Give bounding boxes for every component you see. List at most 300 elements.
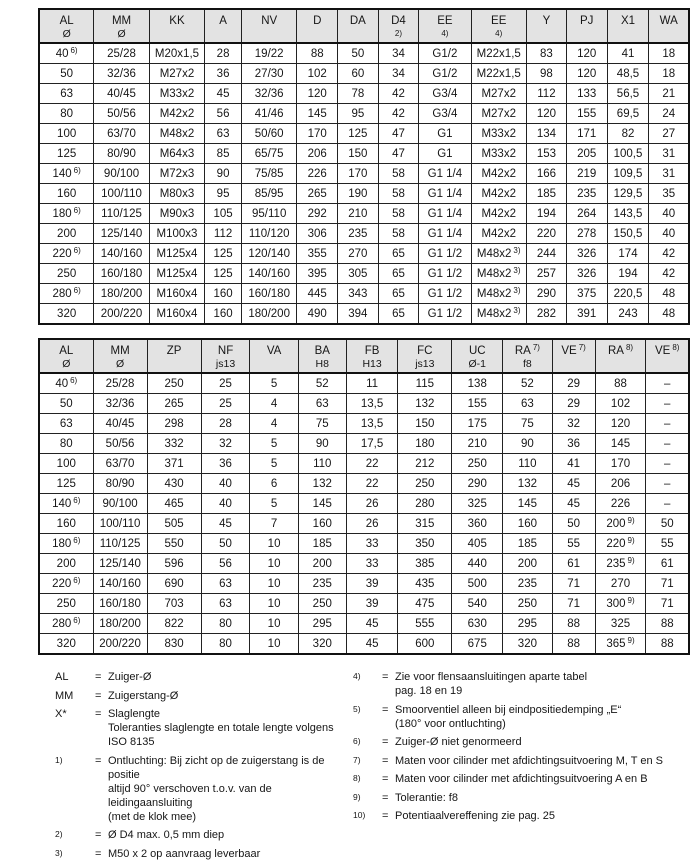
table1-header-row bbox=[39, 9, 689, 43]
table2-cell: 226 bbox=[595, 494, 646, 514]
table1-cell: 120/140 bbox=[241, 244, 296, 264]
table1-cell: M33x2 bbox=[149, 84, 204, 104]
table1-cell: 100/110 bbox=[94, 184, 149, 204]
table2-cell: 200 $^{9)}$ bbox=[595, 514, 646, 534]
table2-cell: 200/220 bbox=[93, 634, 147, 655]
table2-cell: 300 $^{9)}$ bbox=[595, 594, 646, 614]
table1-cell: 50 bbox=[39, 64, 94, 84]
table1-cell: G1 1/2 bbox=[419, 244, 471, 264]
table2-cell: 88 bbox=[552, 614, 595, 634]
footnote-text-line: Ø D4 max. 0,5 mm diep bbox=[108, 829, 225, 841]
table2-cell: 320 bbox=[298, 634, 346, 655]
table1-col-d: D bbox=[297, 9, 338, 43]
footnote-text bbox=[108, 754, 353, 824]
table1-cell: 445 bbox=[297, 284, 338, 304]
footnote-equals: = bbox=[382, 754, 389, 767]
table1-cell: 112 bbox=[205, 224, 242, 244]
table1-cell: 282 bbox=[526, 304, 566, 325]
footnote-label: 4) bbox=[353, 671, 361, 681]
table1-cell: 194 bbox=[607, 264, 649, 284]
table1-col-d4: D4 2) bbox=[378, 9, 419, 43]
table2-cell: 39 bbox=[346, 574, 397, 594]
table1-cell: 235 bbox=[566, 184, 607, 204]
table1-row bbox=[39, 104, 689, 124]
table2-cell: 71 bbox=[552, 574, 595, 594]
table1-row bbox=[39, 224, 689, 244]
table2-cell: 22 bbox=[346, 454, 397, 474]
table2-cell: 140 $^{6)}$ bbox=[39, 494, 93, 514]
table1-cell: M100x3 bbox=[149, 224, 204, 244]
table2-cell: 145 bbox=[503, 494, 552, 514]
table2-cell: 71 bbox=[646, 574, 689, 594]
table1-col-y: Y bbox=[526, 9, 566, 43]
table1-cell: 129,5 bbox=[607, 184, 649, 204]
table2-cell: 185 bbox=[298, 534, 346, 554]
table2-cell: 430 bbox=[147, 474, 201, 494]
table1-cell: M27x2 bbox=[471, 84, 526, 104]
table1-cell: 305 bbox=[338, 264, 379, 284]
table2-cell: 138 bbox=[452, 373, 503, 394]
table1-cell: M160x4 bbox=[149, 304, 204, 325]
table2-cell: 5 bbox=[250, 434, 298, 454]
table1-cell: 290 bbox=[526, 284, 566, 304]
footnote-label: 6) bbox=[353, 736, 361, 746]
table1-cell: 50/56 bbox=[94, 104, 149, 124]
table2-cell: 40 bbox=[201, 494, 250, 514]
table1-cell: 95 bbox=[205, 184, 242, 204]
table1-cell: M42x2 bbox=[471, 184, 526, 204]
table2-cell: 63 bbox=[39, 414, 93, 434]
table1-cell: 18 bbox=[649, 43, 689, 64]
table2-cell: 41 bbox=[552, 454, 595, 474]
table2-cell: 250 bbox=[39, 594, 93, 614]
table1-cell: 250 bbox=[39, 264, 94, 284]
table2-cell: 45 bbox=[552, 494, 595, 514]
table1-cell: 34 bbox=[378, 43, 419, 64]
table1-cell: 145 bbox=[297, 104, 338, 124]
footnote-label: AL bbox=[55, 671, 69, 683]
table1-cell: 100,5 bbox=[607, 144, 649, 164]
table2-cell: 32 bbox=[552, 414, 595, 434]
table1-cell: 27 bbox=[649, 124, 689, 144]
table2-cell: 235 bbox=[298, 574, 346, 594]
table2-cell: 132 bbox=[298, 474, 346, 494]
table1-cell: 83 bbox=[526, 43, 566, 64]
table2-cell: 33 bbox=[346, 534, 397, 554]
table2-cell: 115 bbox=[398, 373, 452, 394]
table2-cell: 61 bbox=[646, 554, 689, 574]
table2-col-ba: BA H8 bbox=[298, 339, 346, 373]
table2-cell: 102 bbox=[595, 394, 646, 414]
mounting-table-2-wrap bbox=[38, 338, 690, 655]
table1-cell: 75/85 bbox=[241, 164, 296, 184]
table1-cell: 270 bbox=[338, 244, 379, 264]
table1-cell: 90/100 bbox=[94, 164, 149, 184]
table1-cell: 140 $^{6)}$ bbox=[39, 164, 94, 184]
table2-cell: 71 bbox=[646, 594, 689, 614]
table1-cell: 194 bbox=[526, 204, 566, 224]
table2-cell: 40 $^{6)}$ bbox=[39, 373, 93, 394]
table2-cell: 505 bbox=[147, 514, 201, 534]
table2-cell: 325 bbox=[595, 614, 646, 634]
table2-row bbox=[39, 614, 689, 634]
table2-cell: 465 bbox=[147, 494, 201, 514]
table1-cell: 220 bbox=[526, 224, 566, 244]
table2-cell: – bbox=[646, 454, 689, 474]
footnote-equals: = bbox=[95, 829, 102, 841]
table1-cell: 42 bbox=[649, 244, 689, 264]
table2-cell: 63 bbox=[503, 394, 552, 414]
table1-cell: 171 bbox=[566, 124, 607, 144]
table2-cell: 180/200 bbox=[93, 614, 147, 634]
table1-cell: 120 bbox=[526, 104, 566, 124]
table1-row bbox=[39, 164, 689, 184]
footnote-text-line: Maten voor cilinder met afdichtingsuitvoering M, T en S bbox=[395, 754, 664, 767]
table2-cell: 80/90 bbox=[93, 474, 147, 494]
table1-cell: G1 1/4 bbox=[419, 204, 471, 224]
table1-cell: 170 bbox=[297, 124, 338, 144]
table2-cell: 596 bbox=[147, 554, 201, 574]
table2-cell: 150 bbox=[398, 414, 452, 434]
table2-cell: 320 bbox=[39, 634, 93, 655]
table1-cell: 125 bbox=[338, 124, 379, 144]
footnote-text-line: Potentiaalvereffening zie pag. 25 bbox=[395, 810, 556, 822]
footnote-text bbox=[108, 828, 353, 842]
table1-cell: 125/140 bbox=[94, 224, 149, 244]
table2-cell: 25/28 bbox=[93, 373, 147, 394]
table1-row bbox=[39, 124, 689, 144]
mounting-table-2-body bbox=[39, 373, 689, 654]
table1-cell: 41/46 bbox=[241, 104, 296, 124]
table1-cell: 490 bbox=[297, 304, 338, 325]
footnote-item bbox=[353, 703, 690, 731]
table1-cell: 58 bbox=[378, 164, 419, 184]
table1-cell: 48,5 bbox=[607, 64, 649, 84]
table2-cell: 100/110 bbox=[93, 514, 147, 534]
table1-cell: 80 bbox=[39, 104, 94, 124]
footnote-text bbox=[395, 670, 690, 698]
table1-cell: 32/36 bbox=[241, 84, 296, 104]
table1-cell: 24 bbox=[649, 104, 689, 124]
table1-cell: 109,5 bbox=[607, 164, 649, 184]
table1-cell: 150 bbox=[338, 144, 379, 164]
footnote-item bbox=[353, 670, 690, 698]
table1-cell: G1 1/2 bbox=[419, 304, 471, 325]
table1-cell: M27x2 bbox=[471, 104, 526, 124]
table1-cell: 244 bbox=[526, 244, 566, 264]
table2-cell: 822 bbox=[147, 614, 201, 634]
table1-cell: 206 bbox=[297, 144, 338, 164]
table1-cell: 306 bbox=[297, 224, 338, 244]
table2-cell: 50 bbox=[39, 394, 93, 414]
footnote-item bbox=[55, 689, 353, 703]
table2-cell: 132 bbox=[398, 394, 452, 414]
table2-cell: 185 bbox=[503, 534, 552, 554]
table2-cell: 320 bbox=[503, 634, 552, 655]
table1-cell: 31 bbox=[649, 164, 689, 184]
footnote-text-line: (180° voor ontluchting) bbox=[395, 717, 506, 730]
table1-cell: 95/110 bbox=[241, 204, 296, 224]
table2-cell: 55 bbox=[646, 534, 689, 554]
table1-cell: 63/70 bbox=[94, 124, 149, 144]
table1-cell: M22x1,5 bbox=[471, 64, 526, 84]
table2-cell: 50 bbox=[552, 514, 595, 534]
table1-cell: 125 bbox=[205, 264, 242, 284]
table1-col-al: AL Ø bbox=[39, 9, 94, 43]
table2-cell: 5 bbox=[250, 373, 298, 394]
table1-cell: 98 bbox=[526, 64, 566, 84]
table1-col-wa: WA bbox=[649, 9, 689, 43]
table1-cell: 58 bbox=[378, 204, 419, 224]
table2-cell: 90 bbox=[503, 434, 552, 454]
table1-cell: G1 1/2 bbox=[419, 284, 471, 304]
footnote-label: X* bbox=[55, 708, 67, 720]
table1-cell: 343 bbox=[338, 284, 379, 304]
table1-cell: 90 bbox=[205, 164, 242, 184]
footnotes bbox=[38, 670, 690, 865]
table1-cell: 88 bbox=[297, 43, 338, 64]
table2-cell: 6 bbox=[250, 474, 298, 494]
footnote-equals: = bbox=[382, 773, 389, 785]
table1-row bbox=[39, 184, 689, 204]
table2-cell: 63 bbox=[201, 594, 250, 614]
table1-col-da: DA bbox=[338, 9, 379, 43]
table1-cell: 180/200 bbox=[241, 304, 296, 325]
footnote-equals: = bbox=[382, 703, 389, 716]
table2-cell: 210 bbox=[452, 434, 503, 454]
table2-cell: 180 $^{6)}$ bbox=[39, 534, 93, 554]
table1-cell: 185 bbox=[526, 184, 566, 204]
footnote-label: 10) bbox=[353, 810, 366, 820]
footnote-text-line: Zuiger-Ø niet genormeerd bbox=[395, 736, 522, 748]
table2-cell: 125 bbox=[39, 474, 93, 494]
table2-cell: 140/160 bbox=[93, 574, 147, 594]
table2-cell: 7 bbox=[250, 514, 298, 534]
table2-cell: 75 bbox=[503, 414, 552, 434]
table2-cell: 332 bbox=[147, 434, 201, 454]
footnote-item bbox=[55, 847, 353, 861]
footnote-equals: = bbox=[382, 810, 389, 822]
table1-cell: 180/200 bbox=[94, 284, 149, 304]
table2-cell: 360 bbox=[452, 514, 503, 534]
table2-cell: 250 bbox=[147, 373, 201, 394]
table2-cell: 315 bbox=[398, 514, 452, 534]
footnote-text bbox=[108, 670, 353, 684]
table2-cell: 371 bbox=[147, 454, 201, 474]
table2-cell: 298 bbox=[147, 414, 201, 434]
table2-cell: 132 bbox=[503, 474, 552, 494]
table1-cell: M42x2 bbox=[471, 224, 526, 244]
table2-cell: 250 bbox=[298, 594, 346, 614]
table1-col-a: A bbox=[205, 9, 242, 43]
table2-cell: 10 bbox=[250, 594, 298, 614]
footnote-text bbox=[395, 809, 690, 823]
table1-cell: G1/2 bbox=[419, 43, 471, 64]
table2-cell: 80 bbox=[201, 634, 250, 655]
footnote-equals: = bbox=[95, 754, 102, 767]
table1-cell: 40/45 bbox=[94, 84, 149, 104]
table1-col-ee: EE 4) bbox=[419, 9, 471, 43]
footnote-text-line: Zuigerstang-Ø bbox=[108, 689, 179, 702]
table1-cell: 140/160 bbox=[241, 264, 296, 284]
table1-cell: 120 bbox=[297, 84, 338, 104]
table2-cell: 25 bbox=[201, 373, 250, 394]
datasheet-page bbox=[38, 8, 690, 865]
table2-col-ra8: RA $^{8)}$ bbox=[595, 339, 646, 373]
table1-cell: G1 1/4 bbox=[419, 184, 471, 204]
footnote-label: 7) bbox=[353, 754, 361, 765]
table1-cell: 395 bbox=[297, 264, 338, 284]
table1-cell: 180 $^{6)}$ bbox=[39, 204, 94, 224]
footnote-item bbox=[353, 809, 690, 823]
table1-cell: M72x3 bbox=[149, 164, 204, 184]
table1-cell: 27/30 bbox=[241, 64, 296, 84]
table2-cell: 295 bbox=[298, 614, 346, 634]
table2-cell: 10 bbox=[250, 534, 298, 554]
table2-cell: 235 bbox=[503, 574, 552, 594]
table1-col-ee: EE 4) bbox=[471, 9, 526, 43]
table1-cell: 394 bbox=[338, 304, 379, 325]
table1-cell: G1 1/4 bbox=[419, 224, 471, 244]
table1-row bbox=[39, 64, 689, 84]
table1-cell: 42 bbox=[649, 264, 689, 284]
table1-row bbox=[39, 204, 689, 224]
table2-cell: 500 bbox=[452, 574, 503, 594]
footnote-item bbox=[55, 707, 353, 749]
table2-cell: 52 bbox=[503, 373, 552, 394]
table1-cell: 220 $^{6)}$ bbox=[39, 244, 94, 264]
table1-cell: 45 bbox=[205, 84, 242, 104]
table1-cell: 257 bbox=[526, 264, 566, 284]
table2-cell: 703 bbox=[147, 594, 201, 614]
table2-cell: 540 bbox=[452, 594, 503, 614]
table1-row bbox=[39, 43, 689, 64]
table1-col-pj: PJ bbox=[566, 9, 607, 43]
table2-cell: 250 bbox=[452, 454, 503, 474]
footnote-text-line: Zuiger-Ø bbox=[108, 671, 152, 683]
table1-cell: 25/28 bbox=[94, 43, 149, 64]
dimensions-table-1-wrap bbox=[38, 8, 690, 325]
table1-cell: 65 bbox=[378, 244, 419, 264]
table2-col-fc: FC js13 bbox=[398, 339, 452, 373]
table1-col-x1: X1 bbox=[607, 9, 649, 43]
footnote-item bbox=[55, 828, 353, 842]
table2-cell: 88 bbox=[646, 614, 689, 634]
table1-cell: M42x2 bbox=[471, 164, 526, 184]
table2-cell: 100 bbox=[39, 454, 93, 474]
table2-cell: 52 bbox=[298, 373, 346, 394]
table2-row bbox=[39, 434, 689, 454]
table2-cell: 160 bbox=[298, 514, 346, 534]
table2-cell: 26 bbox=[346, 494, 397, 514]
table2-cell: 56 bbox=[201, 554, 250, 574]
table2-cell: 10 bbox=[250, 614, 298, 634]
table1-cell: G1/2 bbox=[419, 64, 471, 84]
footnote-text-line: altijd 90° verschoven t.o.v. van de leidingaansluiting bbox=[108, 782, 272, 809]
table2-cell: 80 bbox=[39, 434, 93, 454]
table1-cell: 153 bbox=[526, 144, 566, 164]
table2-cell: 280 bbox=[398, 494, 452, 514]
table1-cell: 133 bbox=[566, 84, 607, 104]
table1-cell: 190 bbox=[338, 184, 379, 204]
footnote-text-line: Maten voor cilinder met afdichtingsuitvoering A en B bbox=[395, 773, 648, 785]
table2-col-ra7: RA $^{7)}$ f8 bbox=[503, 339, 552, 373]
dimensions-table-1 bbox=[38, 8, 690, 325]
table1-cell: 65 bbox=[378, 264, 419, 284]
table2-cell: 250 bbox=[398, 474, 452, 494]
footnote-text-line: M50 x 2 op aanvraag leverbaar bbox=[108, 847, 261, 860]
table1-cell: 31 bbox=[649, 144, 689, 164]
table1-cell: 28 bbox=[205, 43, 242, 64]
table2-cell: 180 bbox=[398, 434, 452, 454]
table2-cell: 4 bbox=[250, 414, 298, 434]
table1-cell: 34 bbox=[378, 64, 419, 84]
table2-cell: 39 bbox=[346, 594, 397, 614]
table2-cell: 13,5 bbox=[346, 414, 397, 434]
table1-cell: M33x2 bbox=[471, 124, 526, 144]
table1-cell: 243 bbox=[607, 304, 649, 325]
table2-cell: 200 bbox=[39, 554, 93, 574]
table1-cell: 50/60 bbox=[241, 124, 296, 144]
table2-cell: 25 bbox=[201, 394, 250, 414]
footnote-label: 5) bbox=[353, 703, 361, 714]
table2-cell: 11 bbox=[346, 373, 397, 394]
table2-cell: 28 bbox=[201, 414, 250, 434]
table2-row bbox=[39, 634, 689, 655]
footnote-text bbox=[395, 791, 690, 805]
table2-cell: 26 bbox=[346, 514, 397, 534]
footnote-item bbox=[353, 772, 690, 786]
table2-cell: 440 bbox=[452, 554, 503, 574]
table1-cell: 56,5 bbox=[607, 84, 649, 104]
table2-cell: 475 bbox=[398, 594, 452, 614]
table2-row bbox=[39, 454, 689, 474]
table2-cell: 555 bbox=[398, 614, 452, 634]
table2-cell: 22 bbox=[346, 474, 397, 494]
table2-cell: 290 bbox=[452, 474, 503, 494]
table1-cell: 292 bbox=[297, 204, 338, 224]
footnote-equals: = bbox=[95, 847, 102, 860]
table1-cell: 160 bbox=[205, 284, 242, 304]
mounting-table-2 bbox=[38, 338, 690, 655]
table2-col-va: VA bbox=[250, 339, 298, 373]
table2-row bbox=[39, 474, 689, 494]
table1-row bbox=[39, 244, 689, 264]
table1-cell: G1 bbox=[419, 144, 471, 164]
table1-cell: M48x2 $^{3)}$ bbox=[471, 264, 526, 284]
footnote-text bbox=[395, 754, 690, 768]
table1-cell: 219 bbox=[566, 164, 607, 184]
table2-row bbox=[39, 494, 689, 514]
table2-cell: 32/36 bbox=[93, 394, 147, 414]
table1-cell: 95 bbox=[338, 104, 379, 124]
table1-cell: M22x1,5 bbox=[471, 43, 526, 64]
table2-cell: 50 bbox=[201, 534, 250, 554]
table1-cell: M48x2 $^{3)}$ bbox=[471, 304, 526, 325]
table2-cell: 200 bbox=[503, 554, 552, 574]
table1-cell: 278 bbox=[566, 224, 607, 244]
table1-cell: 160 bbox=[39, 184, 94, 204]
table2-cell: 145 bbox=[298, 494, 346, 514]
footnote-label: MM bbox=[55, 689, 74, 702]
footnote-item bbox=[55, 670, 353, 684]
table1-cell: 58 bbox=[378, 224, 419, 244]
table1-cell: M48x2 $^{3)}$ bbox=[471, 244, 526, 264]
footnotes-left-column bbox=[38, 670, 353, 865]
table2-cell: 405 bbox=[452, 534, 503, 554]
table2-cell: 175 bbox=[452, 414, 503, 434]
table2-cell: 88 bbox=[595, 373, 646, 394]
